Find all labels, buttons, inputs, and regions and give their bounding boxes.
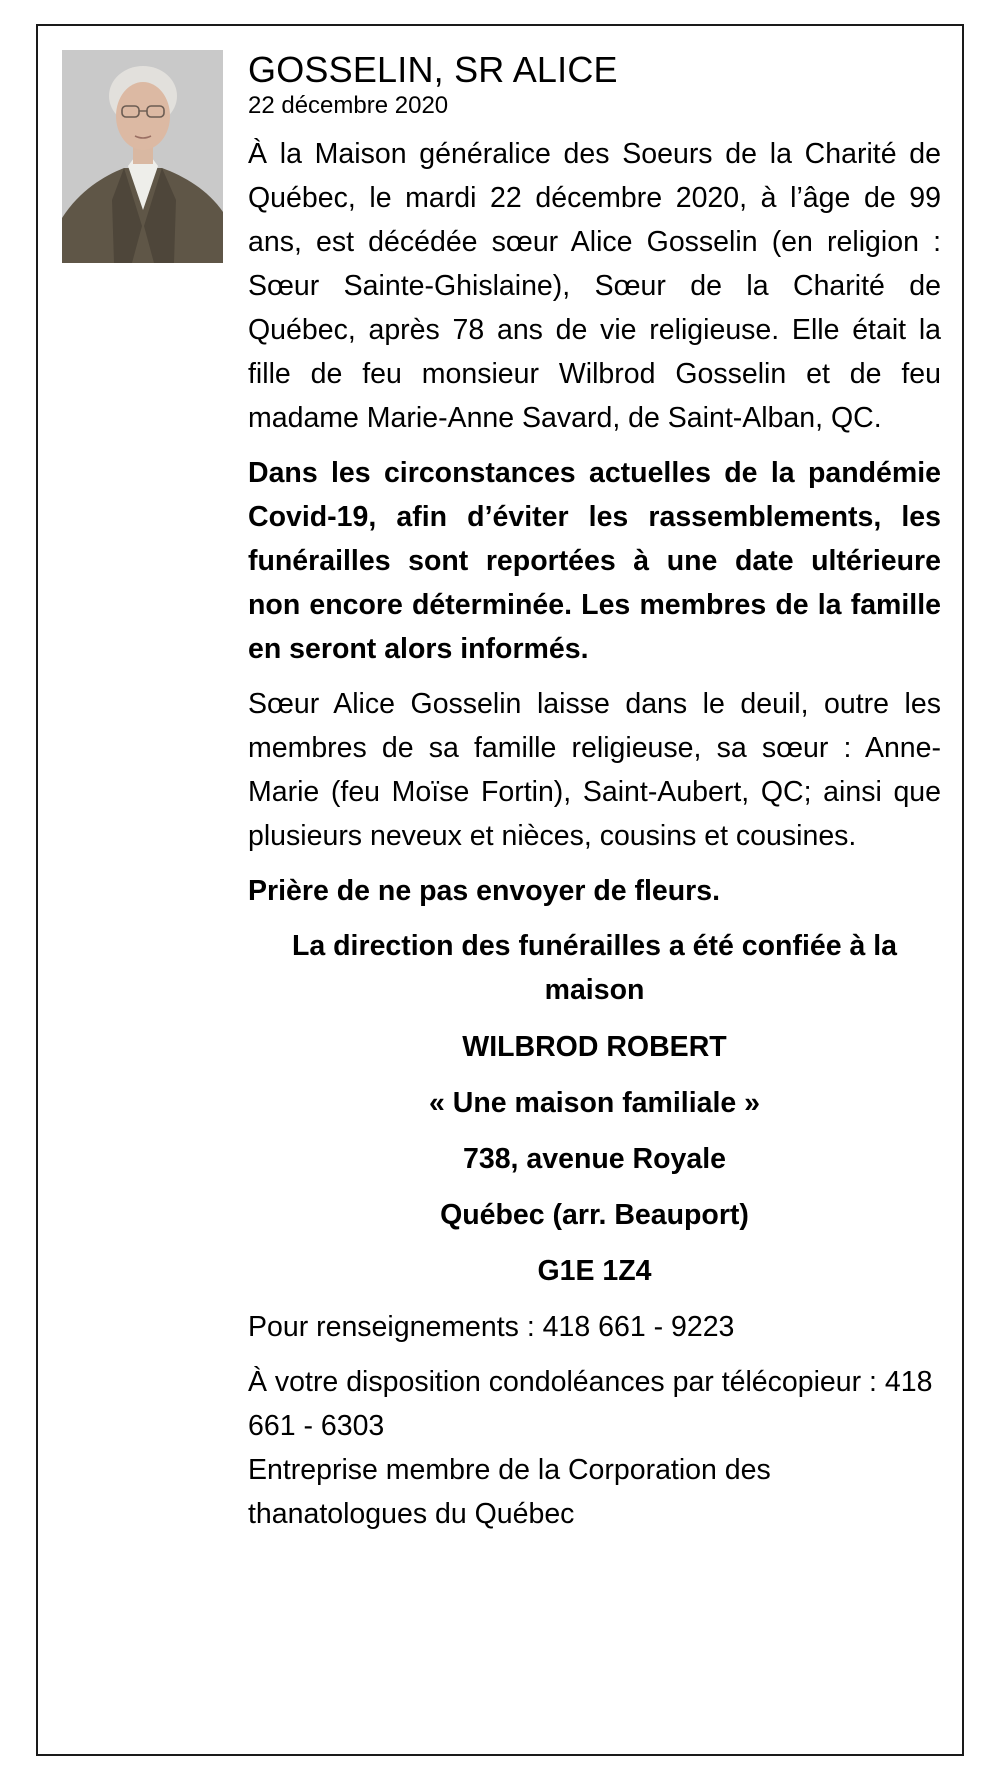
death-announcement-paragraph: À la Maison généralice des Soeurs de la Charité de Québec, le mardi 22 décembre 2020, à l’âge de 99 ans, est décédée sœur Alice Gosselin (en religion : Sœur Sainte-Ghislaine), Sœur de la Charité de Québec, après 78 ans de vie religieuse. Elle était la fille de feu monsieur Wilbrod Gosselin et de feu madame Marie-Anne Savard, de Saint-Alban, QC. xyxy=(248,138,941,434)
funeral-home-city: Québec (arr. Beauport) xyxy=(440,1199,749,1231)
funeral-home-street: 738, avenue Royale xyxy=(463,1143,726,1175)
condolences-fax-line: À votre disposition condoléances par télécopieur : 418 661 - 6303 xyxy=(248,1366,933,1442)
funeral-home-slogan: « Une maison familiale » xyxy=(428,1087,761,1119)
portrait-photo xyxy=(62,50,223,263)
notice-content xyxy=(248,48,941,1547)
survivors-paragraph: Sœur Alice Gosselin laisse dans le deuil, outre les membres de sa famille religieuse, sa sœur : Anne-Marie (feu Moïse Fortin), Saint-Aubert, QC; ainsi que plusieurs neveux et nièces, cousins et cousines. xyxy=(248,688,941,852)
deceased-name: GOSSELIN, SR ALICE xyxy=(248,49,618,90)
funeral-home-postal-code: G1E 1Z4 xyxy=(537,1255,652,1287)
covid-notice-paragraph: Dans les circonstances actuelles de la pandémie Covid-19, afin d’éviter les rassemblements, les funérailles sont reportées à une date ultérieure non encore déterminée. Les membres de la famille en seront alors informés. xyxy=(248,457,941,665)
corporation-membership-line: Entreprise membre de la Corporation des thanatologues du Québec xyxy=(248,1454,771,1530)
flowers-note: Prière de ne pas envoyer de fleurs. xyxy=(248,875,721,907)
funeral-home-name: WILBROD ROBERT xyxy=(462,1031,727,1063)
notice-date: 22 décembre 2020 xyxy=(248,92,449,119)
information-phone-line: Pour renseignements : 418 661 - 9223 xyxy=(248,1311,735,1343)
portrait-photo-icon xyxy=(62,50,223,263)
funeral-direction-intro: La direction des funérailles a été confiée à la maison xyxy=(291,930,898,1006)
